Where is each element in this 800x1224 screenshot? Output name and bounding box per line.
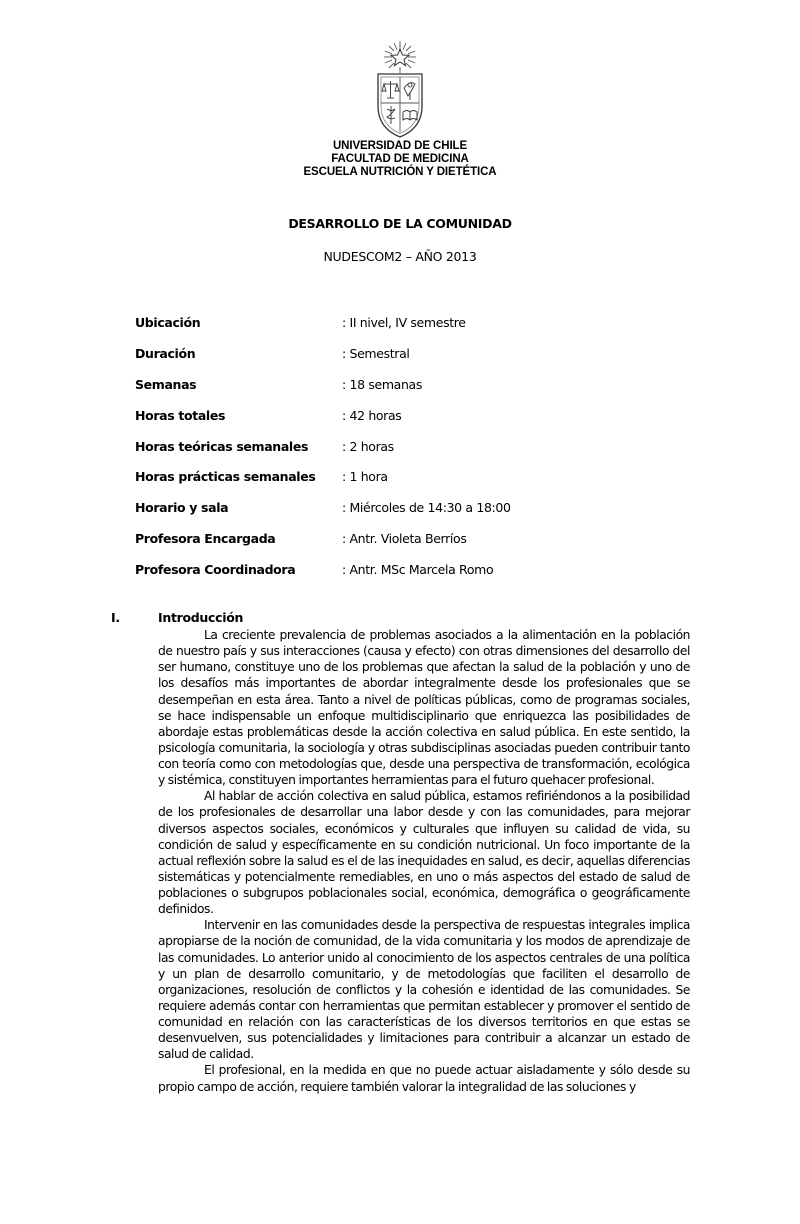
info-row-profesora-coordinadora (135, 562, 695, 593)
info-value: : 2 horas (342, 438, 394, 454)
info-row-ubicacion (135, 315, 695, 346)
info-value: : Miércoles de 14:30 a 18:00 (342, 500, 511, 516)
section-title: Introducción (158, 610, 244, 625)
paragraph: La creciente prevalencia de problemas asociados a la alimentación en la población de nuestro país y sus interacciones (causa y efecto) con otras dimensiones del desarrollo del ser humano, constituye uno de los problemas que afectan la salud de la población y uno de los desafíos más importantes de abordar integralmente desde los profesionales que se desempeñan en esta área. Tanto a nivel de políticas públicas, como de programas sociales, se hace indispensable un enfoque multidisciplinario que enriquezca las posibilidades de abordaje estas problemáticas desde la acción colectiva en salud pública. En este sentido, la psicología comunitaria, la sociología y otras subdisciplinas asociadas pueden contribuir tanto con teoría como con metodologías que, desde una perspectiva de transformación, ecológica y sistémica, constituyen importantes herramientas para el futuro quehacer profesional. (158, 628, 690, 788)
paragraph: Al hablar de acción colectiva en salud pública, estamos refiriéndonos a la posibilidad de los profesionales de desarrollar una labor desde y con las comunidades, para mejorar diversos aspectos sociales, económicos y culturales que influyen su calidad de vida, su condición de salud y específicamente en su condición nutricional. Un foco importante de la actual reflexión sobre la salud es el de las inequidades en salud, es decir, aquellas diferencias sistemáticas y potencialmente remediables, en uno o más aspectos del estado de salud de poblaciones o subgrupos poblacionales social, económica, demográfica o geográficamente definidos. (158, 789, 690, 917)
school-name: ESCUELA NUTRICIÓN Y DIETÉTICA (303, 166, 497, 178)
info-value: : 18 semanas (342, 376, 422, 392)
paragraph: Intervenir en las comunidades desde la perspectiva de respuestas integrales implica apropiarse de la noción de comunidad, de la vida comunitaria y los modos de aprendizaje de las comunidades. Lo anterior unido al conocimiento de los aspectos centrales de una política y un plan de desarrollo comunitario, y de metodologías que faciliten el desarrollo de organizaciones, resolución de conflictos y la cohesión e identidad de las comunidades. Se requiere además contar con herramientas que permitan establecer y promover el sentido de comunidad en relación con las características de los diversos territorios en que estas se desenvuelven, sus potencialidades y limitaciones para contribuir a alcanzar un estado de salud de calidad. (158, 918, 690, 1062)
info-label: Semanas (135, 376, 197, 392)
info-label: Horas teóricas semanales (135, 438, 309, 454)
faculty-name: FACULTAD DE MEDICINA (331, 153, 469, 165)
info-value: : Antr. Violeta Berríos (342, 531, 467, 547)
info-row-horario (135, 500, 695, 531)
document-title: DESARROLLO DE LA COMUNIDAD (288, 216, 512, 231)
info-label: Duración (135, 345, 196, 361)
info-row-duracion (135, 346, 695, 377)
info-row-horas-teoricas (135, 439, 695, 470)
paragraph: El profesional, en la medida en que no puede actuar aisladamente y sólo desde su propio campo de acción, requiere también valorar la integralidad de las soluciones y (158, 1063, 690, 1094)
info-value: : 1 hora (342, 469, 388, 485)
torch-icon (404, 83, 415, 100)
institution-header (0, 140, 800, 179)
info-label: Horas totales (135, 407, 226, 423)
document-code: NUDESCOM2 – AÑO 2013 (323, 249, 477, 264)
info-label: Profesora Coordinadora (135, 562, 296, 578)
introduction-body (158, 627, 690, 1095)
info-label: Horario y sala (135, 500, 229, 516)
info-row-horas-totales (135, 408, 695, 439)
info-label: Profesora Encargada (135, 531, 276, 547)
book-icon (403, 111, 417, 121)
star-rays (384, 41, 416, 73)
scales-icon (382, 81, 399, 98)
info-row-horas-practicas (135, 469, 695, 500)
info-row-profesora-encargada (135, 531, 695, 562)
info-value: : Antr. MSc Marcela Romo (342, 562, 494, 578)
info-value: : 42 horas (342, 407, 402, 423)
course-info-table (135, 315, 695, 593)
info-label: Ubicación (135, 315, 201, 330)
section-number: I. (111, 610, 120, 625)
info-value: : II nivel, IV semestre (342, 315, 466, 330)
info-label: Horas prácticas semanales (135, 469, 316, 485)
university-name: UNIVERSIDAD DE CHILE (332, 140, 468, 152)
info-value: : Semestral (342, 345, 410, 361)
university-crest-logo (364, 40, 436, 140)
info-row-semanas (135, 377, 695, 408)
caduceus-icon (387, 106, 395, 124)
